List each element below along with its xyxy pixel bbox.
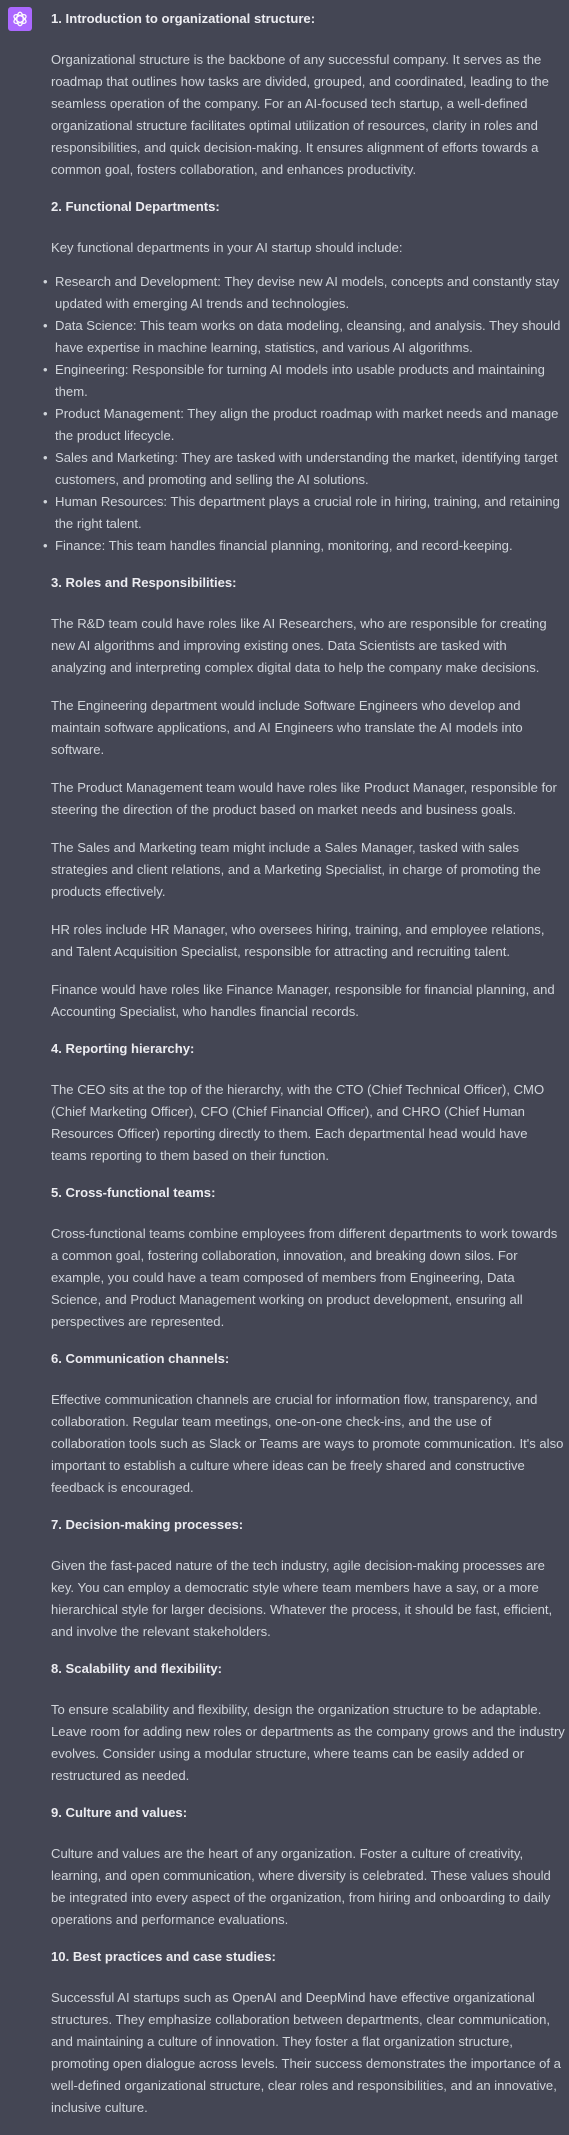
section-paragraph: Effective communication channels are crucial for information flow, transparency, and collaboration. Regular team meetings, one-on-one check-ins, and the use of collaboration tools such as Slack or Teams are ways to promote communication. It's also important to establish a culture where ideas can be freely shared and constructive feedback is encouraged. bbox=[51, 1392, 564, 1495]
section-paragraph: The R&D team could have roles like AI Researchers, who are responsible for creating new AI algorithms and improving existing ones. Data Scientists are tasked with analyzing and interpreting complex digital data to help the company make decisions. bbox=[51, 616, 547, 675]
section-paragraph: Organizational structure is the backbone of any successful company. It serves as the roadmap that outlines how tasks are divided, grouped, and coordinated, leading to the seamless operation of the company. For an AI-focused tech startup, a well-defined organizational structure facilitates optimal utilization of resources, clarity in roles and responsibilities, and quick decision-making. It ensures alignment of efforts towards a common goal, fosters collaboration, and enhances productivity. bbox=[51, 52, 549, 177]
list-item-text: Research and Development: They devise new AI models, concepts and constantly stay updated with emerging AI trends and technologies. bbox=[55, 274, 560, 311]
list-item-text: Engineering: Responsible for turning AI models into usable products and maintaining them. bbox=[55, 362, 545, 399]
assistant-avatar bbox=[8, 7, 32, 31]
section-paragraph: Culture and values are the heart of any organization. Foster a culture of creativity, learning, and open communication, where diversity is celebrated. These values should be integrated into every aspect of the organization, from hiring and onboarding to daily operations and performance evaluations. bbox=[51, 1846, 551, 1927]
section-heading: 2. Functional Departments: bbox=[51, 199, 220, 214]
list-item-text: Finance: This team handles financial planning, monitoring, and record-keeping. bbox=[55, 538, 513, 553]
list-item-text: Human Resources: This department plays a crucial role in hiring, training, and retaining the right talent. bbox=[55, 494, 560, 531]
section-paragraph: Finance would have roles like Finance Manager, responsible for financial planning, and Accounting Specialist, who handles financial records. bbox=[51, 982, 555, 1019]
section-heading: 6. Communication channels: bbox=[51, 1351, 230, 1366]
bullet-icon: • bbox=[43, 318, 48, 333]
list-item bbox=[43, 271, 565, 315]
list-item-text: Data Science: This team works on data modeling, cleansing, and analysis. They should have expertise in machine learning, statistics, and various AI algorithms. bbox=[55, 318, 561, 355]
section-heading: 3. Roles and Responsibilities: bbox=[51, 575, 237, 590]
section-paragraph: Successful AI startups such as OpenAI and DeepMind have effective organizational structures. They emphasize collaboration between departments, clear communication, and maintaining a culture of innovation. They foster a flat organization structure, promoting open dialogue across levels. Their success demonstrates the importance of a well-defined organizational structure, clear roles and responsibilities, and an innovative, inclusive culture. bbox=[51, 1990, 561, 2115]
section-paragraph: The CEO sits at the top of the hierarchy, with the CTO (Chief Technical Officer), CMO (Chief Marketing Officer), CFO (Chief Financial Officer), and CHRO (Chief Human Resources Officer) reporting directly to them. Each departmental head would have teams reporting to them based on their function. bbox=[51, 1082, 545, 1163]
list-item bbox=[43, 447, 565, 491]
section-paragraph: The Sales and Marketing team might include a Sales Manager, tasked with sales strategies and client relations, and a Marketing Specialist, in charge of promoting the products effectively. bbox=[51, 840, 541, 899]
bullet-icon: • bbox=[43, 362, 48, 377]
list-item bbox=[43, 315, 565, 359]
departments-list bbox=[43, 271, 565, 557]
list-item-text: Product Management: They align the product roadmap with market needs and manage the product lifecycle. bbox=[55, 406, 559, 443]
list-item-text: Sales and Marketing: They are tasked with understanding the market, identifying target customers, and promoting and selling the AI solutions. bbox=[55, 450, 558, 487]
list-item bbox=[43, 491, 565, 535]
list-item bbox=[43, 403, 565, 447]
list-item bbox=[43, 535, 565, 557]
openai-logo-icon bbox=[11, 10, 29, 28]
section-heading: 1. Introduction to organizational structure: bbox=[51, 11, 316, 26]
section-paragraph: Cross-functional teams combine employees from different departments to work towards a common goal, fostering collaboration, innovation, and breaking down silos. For example, you could have a team composed of members from Engineering, Data Science, and Product Management working on product development, ensuring all perspectives are represented. bbox=[51, 1226, 558, 1329]
section-paragraph: The Product Management team would have roles like Product Manager, responsible for steering the direction of the product based on market needs and business goals. bbox=[51, 780, 557, 817]
bullet-icon: • bbox=[43, 538, 48, 553]
list-item bbox=[43, 359, 565, 403]
section-paragraph: Given the fast-paced nature of the tech industry, agile decision-making processes are key. You can employ a democratic style where team members have a say, or a more hierarchical style for larger decisions. Whatever the process, it should be fast, efficient, and involve the relevant stakeholders. bbox=[51, 1558, 553, 1639]
section-paragraph: The Engineering department would include Software Engineers who develop and maintain software applications, and AI Engineers who translate the AI models into software. bbox=[51, 698, 523, 757]
section-heading: 8. Scalability and flexibility: bbox=[51, 1661, 222, 1676]
message-content bbox=[43, 9, 565, 2135]
section-paragraph: HR roles include HR Manager, who oversees hiring, training, and employee relations, and Talent Acquisition Specialist, responsible for attracting and recruiting talent. bbox=[51, 922, 545, 959]
section-paragraph: To ensure scalability and flexibility, design the organization structure to be adaptable. Leave room for adding new roles or departments as the company grows and the industry evolves. Consider using a modular structure, where teams can be easily added or restructured as needed. bbox=[51, 1702, 565, 1783]
section-heading: 10. Best practices and case studies: bbox=[51, 1949, 276, 1964]
bullet-icon: • bbox=[43, 494, 48, 509]
section-heading: 7. Decision-making processes: bbox=[51, 1517, 244, 1532]
section-heading: 5. Cross-functional teams: bbox=[51, 1185, 216, 1200]
bullet-icon: • bbox=[43, 450, 48, 465]
section-heading: 9. Culture and values: bbox=[51, 1805, 188, 1820]
bullet-icon: • bbox=[43, 274, 48, 289]
section-paragraph: Key functional departments in your AI startup should include: bbox=[51, 240, 403, 255]
bullet-icon: • bbox=[43, 406, 48, 421]
section-heading: 4. Reporting hierarchy: bbox=[51, 1041, 195, 1056]
